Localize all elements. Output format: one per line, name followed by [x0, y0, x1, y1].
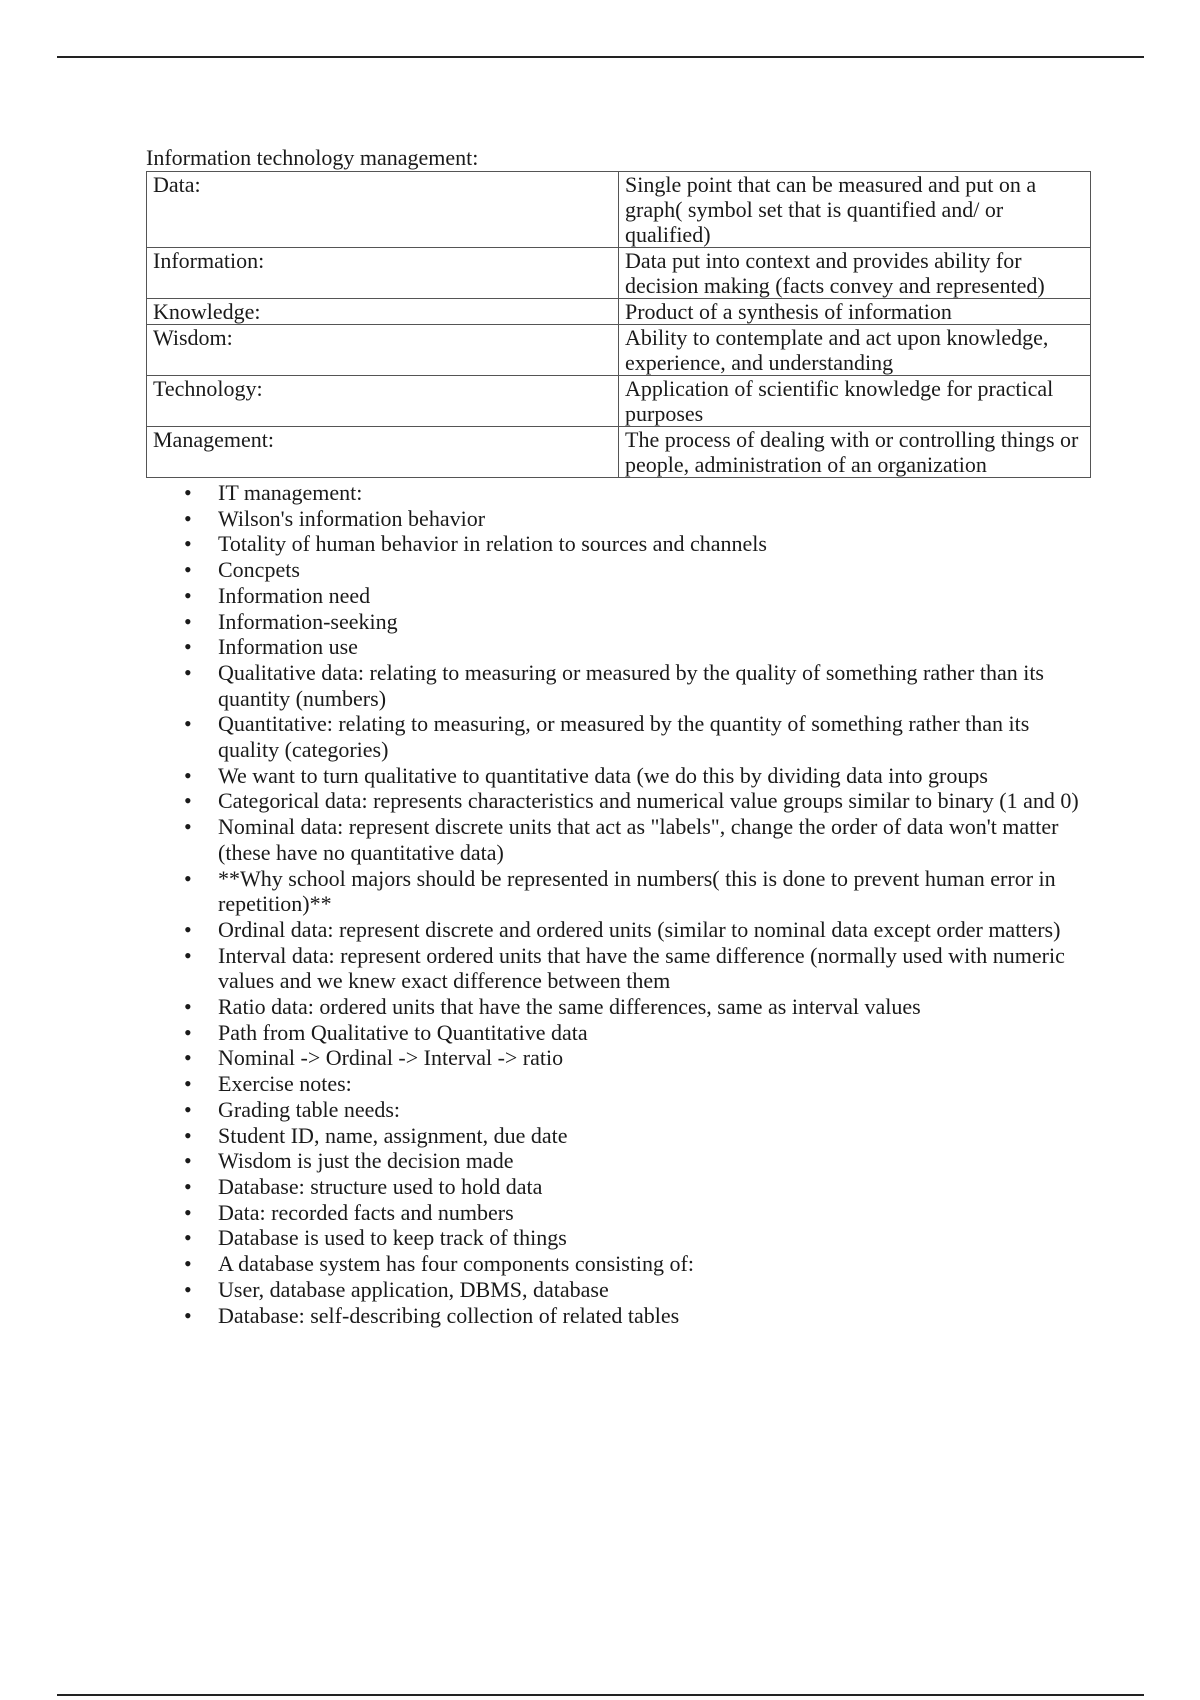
bullet-icon: • [184, 1122, 192, 1148]
definition-row [147, 172, 1091, 248]
bullet-icon: • [184, 916, 192, 942]
list-item [184, 1276, 1091, 1303]
list-item-text: Information use [218, 634, 358, 660]
list-item [184, 762, 1091, 789]
list-item [184, 1302, 1091, 1329]
list-item-text: Path from Qualitative to Quantitative data [218, 1019, 588, 1045]
list-item [184, 1225, 1091, 1251]
bullet-icon: • [184, 1251, 192, 1277]
list-item-text: Information-seeking [218, 608, 398, 634]
bullet-icon: • [184, 762, 192, 788]
list-item [184, 634, 1091, 660]
list-item [184, 1122, 1091, 1149]
list-item-text: Categorical data: represents characteristics and numerical value groups similar to binary (1 and 0) [218, 788, 1079, 814]
bullet-icon: • [184, 1199, 192, 1225]
list-item-text: Wisdom is just the decision made [218, 1148, 514, 1174]
bullet-icon: • [184, 814, 192, 840]
list-item-text: A database system has four components consisting of: [218, 1251, 694, 1277]
list-item [184, 916, 1091, 943]
list-item-text: Interval data: represent ordered units that have the same difference (normally used with numeric values and we knew exact difference between them [218, 942, 1065, 994]
list-item-text: Database is used to keep track of things [218, 1225, 567, 1251]
list-item [184, 608, 1091, 635]
definition-text: Ability to contemplate and act upon knowledge, experience, and understanding [619, 325, 1091, 376]
list-item [184, 659, 1091, 711]
list-item [184, 557, 1091, 583]
list-item-text: **Why school majors should be represented in numbers( this is done to prevent human error in repetition)** [218, 865, 1056, 917]
list-item [184, 1071, 1091, 1097]
bullet-icon: • [184, 1045, 192, 1071]
list-item-text: Exercise notes: [218, 1071, 352, 1097]
list-item-text: Grading table needs: [218, 1096, 401, 1122]
list-item [184, 1199, 1091, 1226]
bullet-icon: • [184, 1148, 192, 1174]
definition-row [147, 376, 1091, 427]
list-item [184, 1045, 1091, 1071]
list-item-text: Nominal -> Ordinal -> Interval -> ratio [218, 1045, 564, 1071]
definition-term: Knowledge: [147, 299, 619, 325]
list-item-text: Database: self-describing collection of related tables [218, 1302, 680, 1328]
definition-text: Application of scientific knowledge for practical purposes [619, 376, 1091, 427]
list-item-text: User, database application, DBMS, database [218, 1276, 609, 1302]
list-item-text: Nominal data: represent discrete units that act as "labels", change the order of data won't matter (these have no quantitative data) [218, 814, 1059, 865]
definition-row [147, 299, 1091, 325]
definitions-table [146, 171, 1091, 478]
bullet-icon: • [184, 1173, 192, 1199]
bullet-icon: • [184, 788, 192, 814]
bullet-icon: • [184, 634, 192, 660]
list-item-text: Totality of human behavior in relation to sources and channels [218, 531, 767, 557]
bullet-icon: • [184, 1225, 192, 1251]
bullet-icon: • [184, 1276, 192, 1302]
bullet-icon: • [184, 582, 192, 608]
bullet-icon: • [184, 608, 192, 634]
definition-term: Technology: [147, 376, 619, 427]
bullet-icon: • [184, 531, 192, 557]
list-item [184, 505, 1091, 532]
list-item-text: Wilson's information behavior [218, 505, 486, 531]
document-title: Information technology management: [146, 145, 479, 170]
definition-term: Management: [147, 427, 619, 478]
list-item-text: Concpets [218, 557, 300, 583]
list-item-text: Qualitative data: relating to measuring or measured by the quality of something rather than its quantity (numbers) [218, 659, 1044, 711]
bullet-icon: • [184, 505, 192, 531]
list-item-text: Quantitative: relating to measuring, or measured by the quantity of something rather than its quality (categories) [218, 711, 1030, 763]
document-body [146, 145, 1091, 1328]
list-item [184, 942, 1091, 994]
definition-text: Data put into context and provides ability for decision making (facts convey and represented) [619, 248, 1091, 299]
bullet-icon: • [184, 711, 192, 737]
list-item [184, 531, 1091, 557]
list-item [184, 1019, 1091, 1046]
definition-row [147, 248, 1091, 299]
list-item [184, 1096, 1091, 1123]
list-item [184, 1173, 1091, 1200]
bullet-icon: • [184, 557, 192, 583]
list-item-text: Information need [218, 582, 371, 608]
list-item [184, 711, 1091, 763]
bottom-rule [57, 1694, 1144, 1696]
bullet-icon: • [184, 659, 192, 685]
definition-row [147, 325, 1091, 376]
bullet-icon: • [184, 480, 192, 505]
definition-term: Information: [147, 248, 619, 299]
definition-term: Data: [147, 172, 619, 248]
list-item-text: IT management: [218, 480, 363, 505]
list-item [184, 865, 1091, 917]
list-item [184, 788, 1091, 814]
list-item [184, 1251, 1091, 1277]
list-item-text: Data: recorded facts and numbers [218, 1199, 514, 1225]
bullet-icon: • [184, 1071, 192, 1097]
definition-row [147, 427, 1091, 478]
list-item-text: Ratio data: ordered units that have the same differences, same as interval values [218, 994, 921, 1020]
list-item-text: Student ID, name, assignment, due date [218, 1122, 568, 1148]
list-item-text: Ordinal data: represent discrete and ordered units (similar to nominal data except order matters) [218, 916, 1061, 942]
definition-text: Single point that can be measured and put on a graph( symbol set that is quantified and/ or qualified) [619, 172, 1091, 248]
list-item-text: We want to turn qualitative to quantitative data (we do this by dividing data into groups [218, 762, 988, 788]
list-item [184, 1148, 1091, 1174]
bullet-icon: • [184, 1302, 192, 1328]
list-item [184, 582, 1091, 609]
list-item [184, 994, 1091, 1020]
definition-text: Product of a synthesis of information [619, 299, 1091, 325]
definition-text: The process of dealing with or controlling things or people, administration of an organization [619, 427, 1091, 478]
list-item [184, 480, 1091, 506]
bullet-icon: • [184, 942, 192, 968]
list-item-text: Database: structure used to hold data [218, 1173, 543, 1199]
bullet-icon: • [184, 994, 192, 1020]
bullet-icon: • [184, 1019, 192, 1045]
notes-list [146, 480, 1091, 1328]
bullet-icon: • [184, 865, 192, 891]
top-rule [57, 56, 1144, 58]
definition-term: Wisdom: [147, 325, 619, 376]
list-item [184, 814, 1091, 865]
bullet-icon: • [184, 1096, 192, 1122]
